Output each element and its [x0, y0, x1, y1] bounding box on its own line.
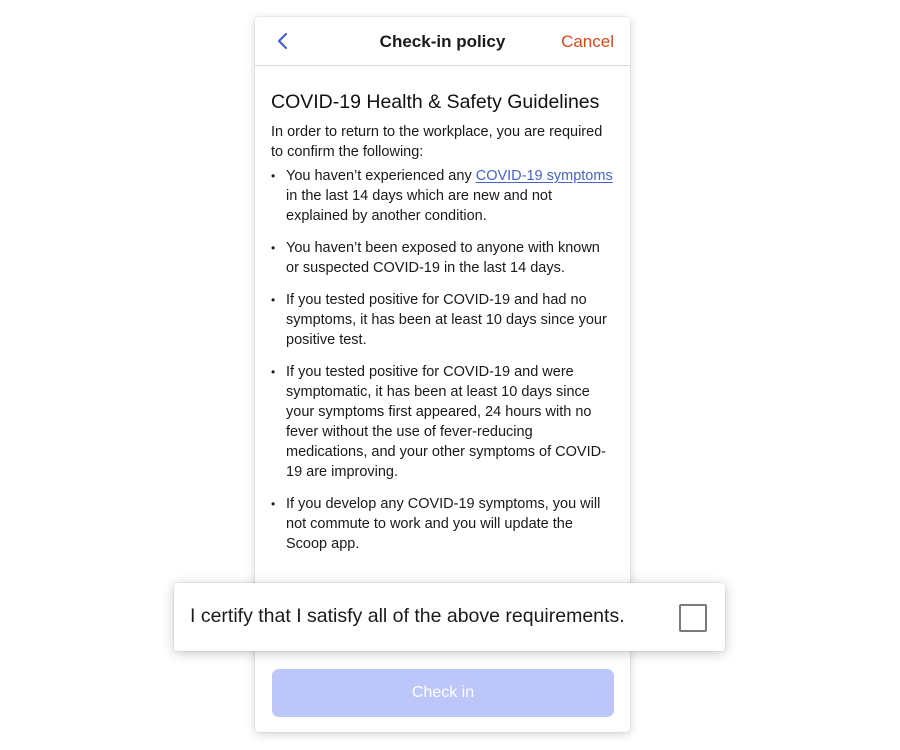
rule-text-post: in the last 14 days which are new and not explained by another condition. [286, 188, 552, 224]
list-item [271, 238, 616, 278]
rules-list [271, 166, 616, 554]
rule-text-pre: You haven’t experienced any [286, 168, 476, 184]
chevron-left-icon [273, 29, 295, 53]
guidelines-content [271, 89, 616, 566]
guidelines-intro: In order to return to the workplace, you are required to confirm the following: [271, 124, 603, 160]
cancel-button[interactable]: Cancel [561, 32, 614, 51]
rule-text: If you tested positive for COVID-19 and were symptomatic, it has been at least 10 days since your symptoms first appeared, 24 hours with no fever without the use of fever-reducing medications, and your other symptoms of COVID-19 are improving. [286, 364, 606, 480]
check-in-button[interactable]: Check in [272, 669, 614, 717]
guidelines-heading: COVID-19 Health & Safety Guidelines [271, 91, 600, 113]
bullet-icon: • [271, 365, 276, 379]
bullet-icon: • [271, 497, 276, 511]
bullet-icon: • [271, 169, 276, 183]
covid-symptoms-link[interactable]: COVID-19 symptoms [475, 168, 613, 184]
list-item [271, 166, 616, 226]
certify-checkbox[interactable] [679, 604, 707, 632]
certify-card [174, 583, 725, 651]
list-item [271, 362, 616, 482]
rule-text: If you tested positive for COVID-19 and had no symptoms, it has been at least 10 days since your positive test. [286, 292, 607, 348]
nav-bar [255, 17, 630, 66]
bullet-icon: • [271, 241, 276, 255]
page-title: Check-in policy [379, 32, 506, 51]
list-item [271, 290, 616, 350]
rule-text: If you develop any COVID-19 symptoms, you will not commute to work and you will update the Scoop app. [286, 496, 601, 552]
bullet-icon: • [271, 293, 276, 307]
back-button[interactable] [273, 29, 295, 53]
rule-text: You haven’t been exposed to anyone with known or suspected COVID-19 in the last 14 days. [286, 240, 600, 276]
certify-label: I certify that I satisfy all of the above requirements. [190, 605, 625, 627]
list-item [271, 494, 616, 554]
